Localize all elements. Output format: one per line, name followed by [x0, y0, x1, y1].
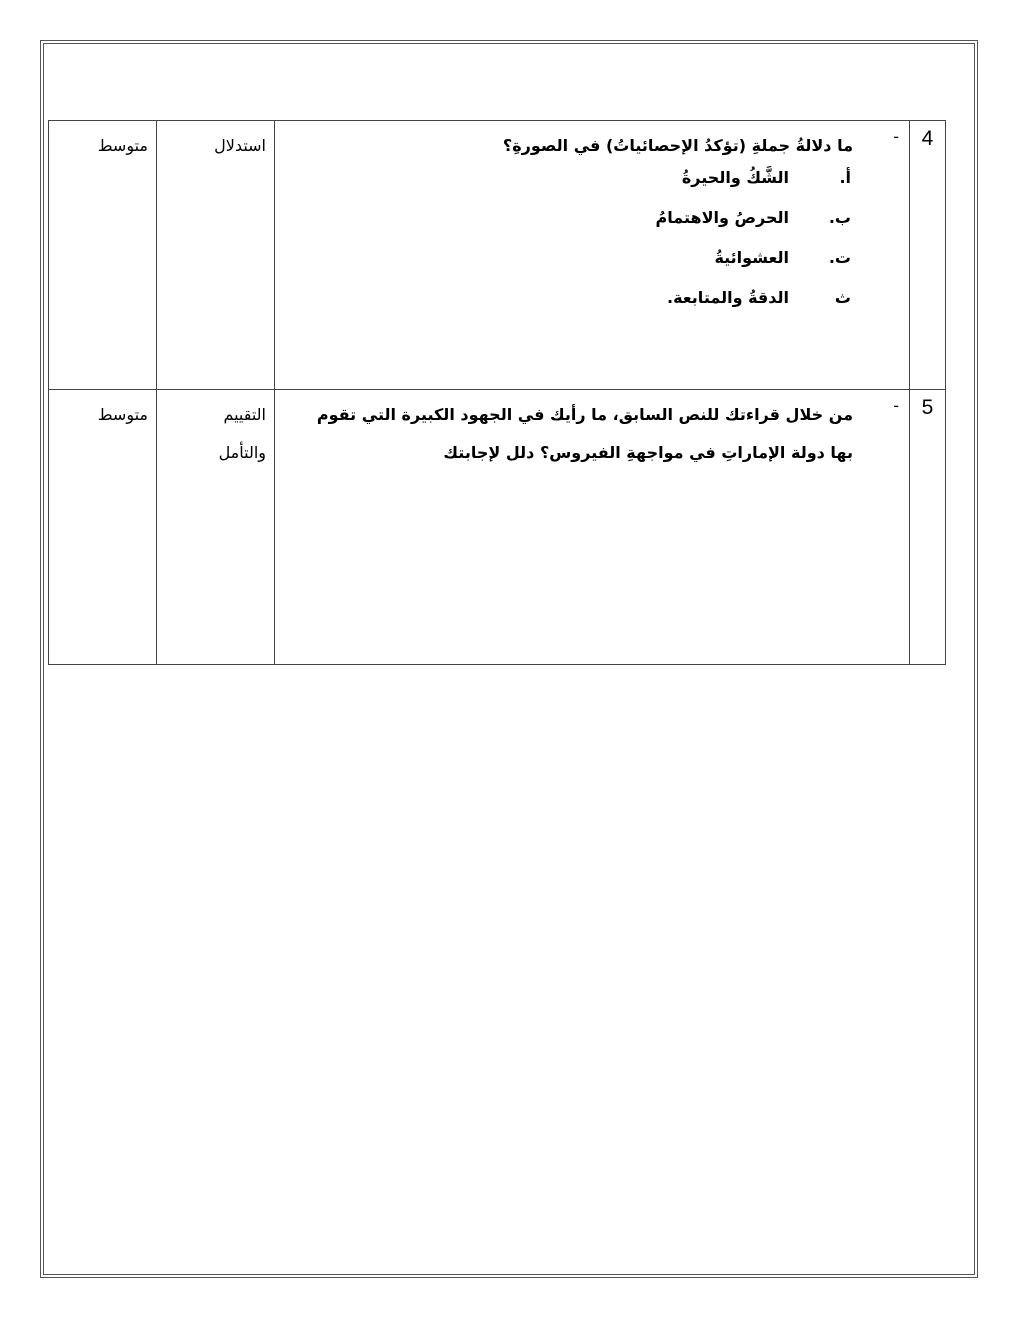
question-number: 5 [910, 390, 946, 665]
option-text: الدقةُ والمتابعة. [666, 288, 789, 307]
skill-cell [157, 121, 275, 390]
table-row [49, 121, 946, 390]
option-a[interactable] [682, 163, 851, 193]
option-text: الشَّكُ والحيرةُ [681, 168, 789, 187]
level-label: متوسط [97, 405, 148, 424]
option-text: العشوائيةُ [714, 248, 789, 267]
option-text: الحرصُ والاهتمامُ [655, 208, 789, 227]
option-d[interactable] [667, 283, 851, 313]
table-row [49, 390, 946, 665]
level-cell [49, 390, 157, 665]
level-label: متوسط [97, 136, 148, 155]
skill-label: استدلال [214, 136, 266, 155]
skill-label-line1: التقييم [223, 405, 266, 424]
question-cell [275, 121, 910, 390]
option-b[interactable] [656, 203, 852, 233]
question-dash: - [893, 127, 899, 146]
option-letter: ت. [828, 248, 851, 267]
exam-table [48, 120, 946, 665]
option-letter: ث [834, 288, 851, 307]
question-cell [275, 390, 910, 665]
skill-cell [157, 390, 275, 665]
option-c[interactable] [714, 243, 851, 273]
option-letter: ب. [828, 208, 851, 227]
question-text: ما دلالةُ جملةِ (تؤكدُ الإحصائياتُ) في الصورةِ؟ [502, 136, 853, 155]
question-dash: - [893, 396, 899, 415]
skill-label-line2: والتأمل [218, 443, 266, 462]
question-number: 4 [910, 121, 946, 390]
question-text: من خلال قراءتك للنص السابق، ما رأيك في الجهود الكبيرة التي تقوم بها دولة الإماراتِ في مواجهةِ الفيروس؟ دلل لإجابتك [316, 405, 853, 462]
option-letter: أ. [839, 168, 851, 187]
level-cell [49, 121, 157, 390]
